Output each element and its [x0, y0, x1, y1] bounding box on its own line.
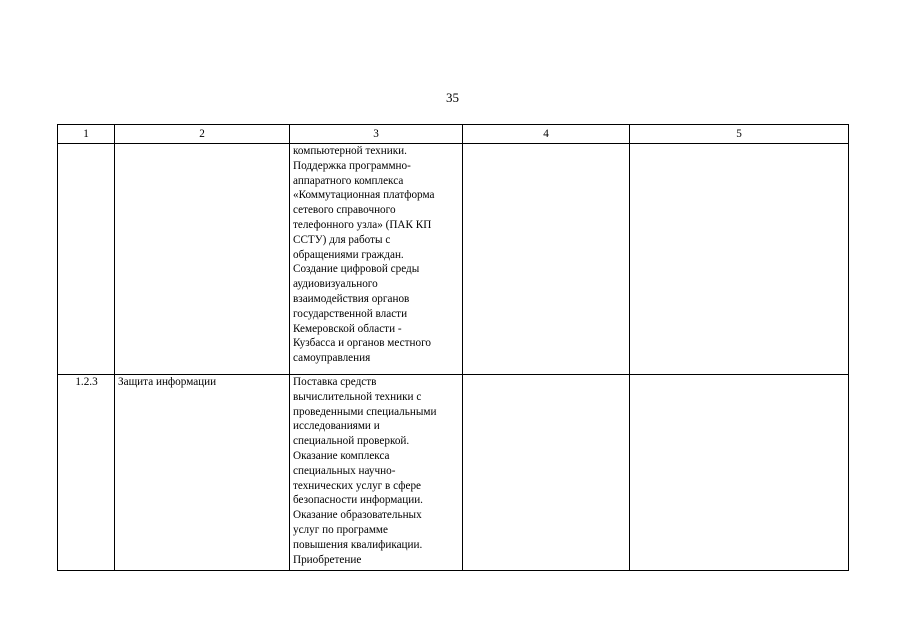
description-line: телефонного узла» (ПАК КП: [293, 218, 432, 231]
description-line: безопасности информации.: [293, 494, 423, 507]
document-table: [57, 124, 849, 571]
table-row: [58, 375, 849, 571]
description-line: Поставка средств: [293, 376, 377, 388]
row-number-cell: 1.2.3: [58, 375, 115, 571]
description-line: Создание цифровой среды: [293, 263, 420, 276]
header-cell-3: 3: [290, 125, 463, 144]
description-line: ССТУ) для работы с: [293, 233, 391, 246]
description-line: компьютерной техники.: [293, 145, 407, 157]
description-line: взаимодействия органов: [293, 292, 410, 305]
row-col5-cell: [630, 144, 849, 375]
header-cell-2: 2: [115, 125, 290, 144]
description-line: Оказание комплекса: [293, 449, 390, 462]
description-line: Поддержка программно-: [293, 159, 411, 172]
description-line: вычислительной техники с: [293, 390, 422, 403]
row-col4-cell: [463, 144, 630, 375]
description-line: обращениями граждан.: [293, 248, 404, 261]
row-description-cell: [290, 144, 463, 375]
table-row: [58, 144, 849, 375]
description-line: специальной проверкой.: [293, 435, 410, 448]
description-line: исследованиями и: [293, 420, 380, 433]
header-cell-5: 5: [630, 125, 849, 144]
description-line: Оказание образовательных: [293, 509, 422, 522]
description-line: самоуправления: [293, 352, 371, 365]
description-line: государственной власти: [293, 307, 408, 320]
description-line: Кузбасса и органов местного: [293, 337, 431, 350]
description-line: услуг по программе: [293, 523, 388, 536]
description-line: Кемеровской области -: [293, 322, 402, 335]
row-title-cell: Защита информации: [115, 375, 290, 571]
row-description-cell: [290, 375, 463, 571]
table-header-row: [58, 125, 849, 144]
description-line: проведенными специальными: [293, 405, 437, 418]
page-number: 35: [446, 90, 459, 105]
row-number-cell: [58, 144, 115, 375]
description-line: технических услуг в сфере: [293, 479, 422, 492]
row-col4-cell: [463, 375, 630, 571]
description-line: повышения квалификации.: [293, 538, 423, 551]
description-line: сетевого справочного: [293, 204, 396, 217]
description-line: «Коммутационная платформа: [293, 189, 435, 202]
description-line: аппаратного комплекса: [293, 174, 404, 187]
description-line: аудиовизуального: [293, 278, 378, 291]
header-cell-4: 4: [463, 125, 630, 144]
row-col5-cell: [630, 375, 849, 571]
row-title-cell: [115, 144, 290, 375]
description-line: специальных научно-: [293, 464, 396, 477]
description-line: Приобретение: [293, 553, 362, 566]
header-cell-1: 1: [58, 125, 115, 144]
